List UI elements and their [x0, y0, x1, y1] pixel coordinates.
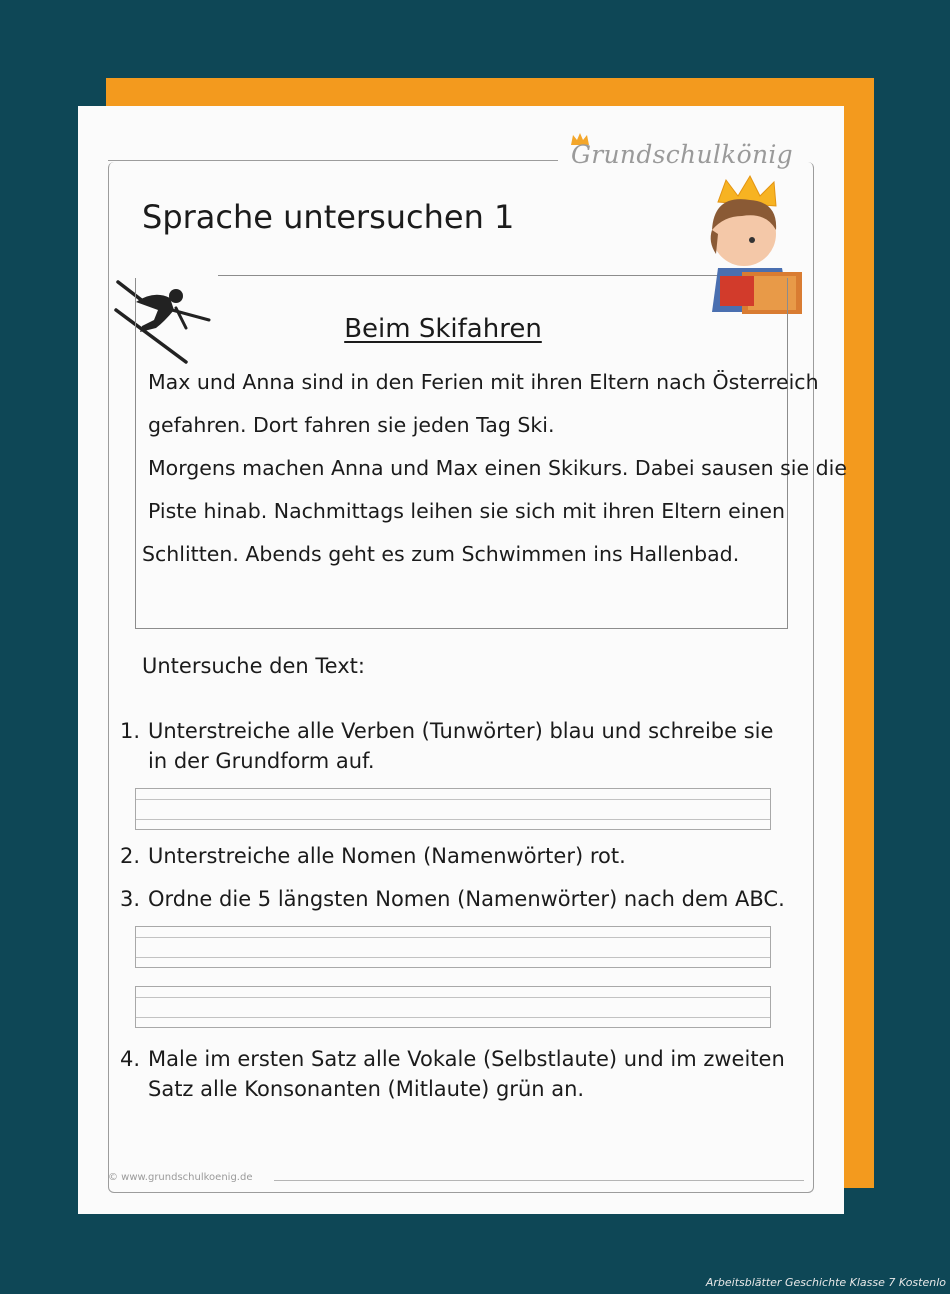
writing-lines[interactable] — [135, 926, 771, 968]
story-title: Beim Skifahren — [344, 314, 542, 344]
task-number: 2. — [120, 844, 141, 868]
task-number: 1. — [120, 719, 141, 743]
task-4 — [120, 1047, 785, 1071]
image-caption: Arbeitsblätter Geschichte Klasse 7 Kostenlo — [705, 1276, 946, 1289]
story-line: gefahren. Dort fahren sie jeden Tag Ski. — [148, 413, 555, 437]
task-2 — [120, 844, 626, 868]
task-3 — [120, 887, 785, 911]
task-text: Unterstreiche alle Nomen (Namenwörter) rot. — [148, 844, 626, 868]
footer-rule — [274, 1180, 804, 1181]
story-line: Max und Anna sind in den Ferien mit ihren Eltern nach Österreich — [148, 370, 819, 394]
task-text: Male im ersten Satz alle Vokale (Selbstlaute) und im zweiten — [148, 1047, 785, 1071]
task-number: 4. — [120, 1047, 141, 1071]
page-title: Sprache untersuchen 1 — [142, 198, 515, 236]
task-text: Unterstreiche alle Verben (Tunwörter) blau und schreibe sie — [148, 719, 774, 743]
footer-credit: © www.grundschulkoenig.de — [108, 1172, 253, 1183]
story-line: Morgens machen Anna und Max einen Skikurs. Dabei sausen sie die — [148, 456, 847, 480]
story-line: Schlitten. Abends geht es zum Schwimmen ins Hallenbad. — [142, 542, 740, 566]
writing-lines[interactable] — [135, 788, 771, 830]
task-text: Ordne die 5 längsten Nomen (Namenwörter) nach dem ABC. — [148, 887, 785, 911]
task-1 — [120, 719, 773, 743]
frame-top-line — [108, 160, 558, 161]
task-1-continued: in der Grundform auf. — [148, 749, 375, 773]
task-4-continued: Satz alle Konsonanten (Mitlaute) grün an. — [148, 1077, 585, 1101]
instruction-prompt: Untersuche den Text: — [142, 654, 365, 678]
title-rule — [218, 275, 728, 276]
writing-lines[interactable] — [135, 986, 771, 1028]
story-line: Piste hinab. Nachmittags leihen sie sich mit ihren Eltern einen — [148, 499, 785, 523]
task-number: 3. — [120, 887, 141, 911]
worksheet — [78, 106, 847, 1214]
brand-logo: Grundschulkönig — [571, 140, 793, 169]
